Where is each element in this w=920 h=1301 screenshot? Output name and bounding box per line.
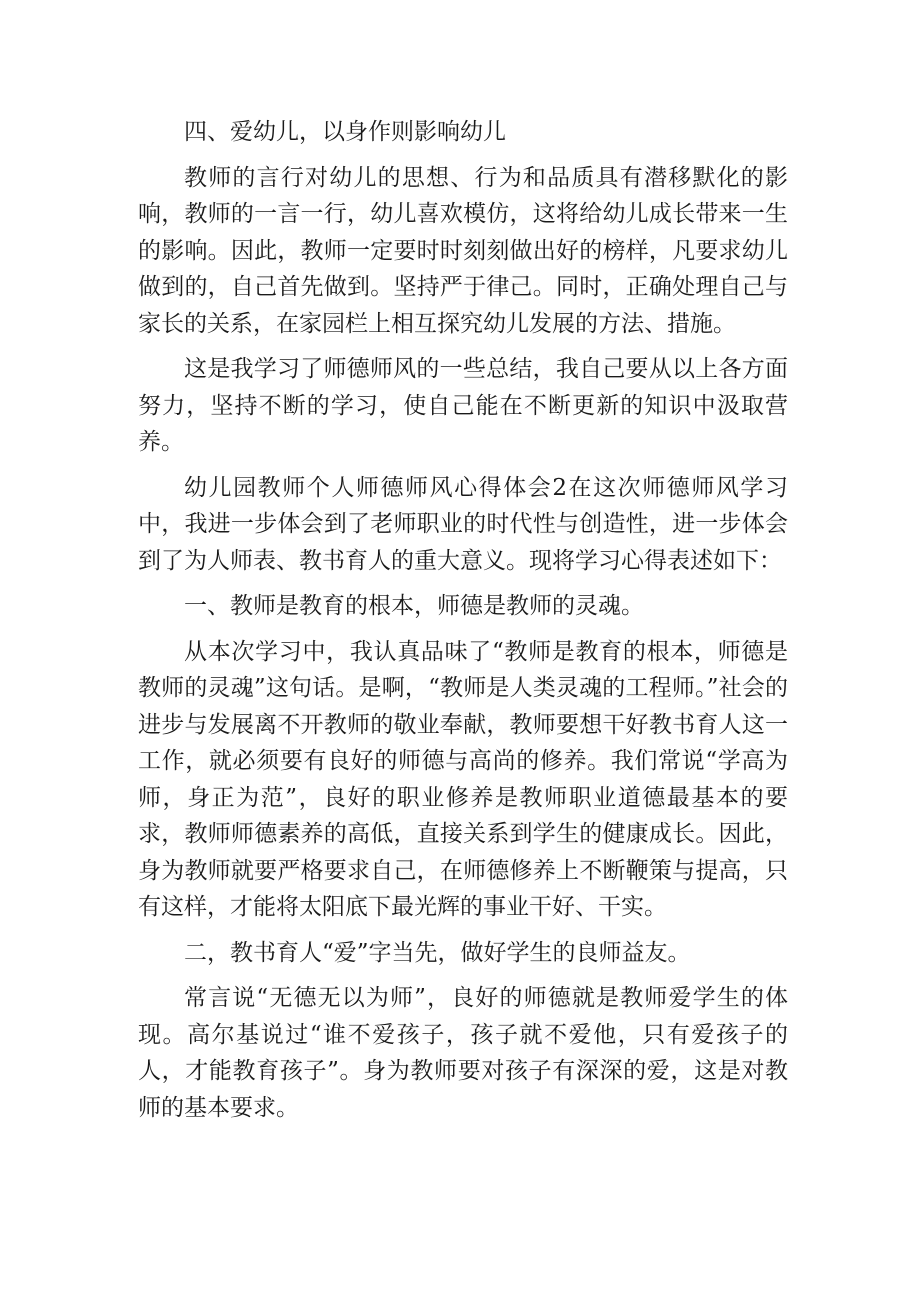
paragraph-summary: 这是我学习了师德师风的一些总结，我自己要从以上各方面努力，坚持不断的学习，使自己能在不断更新的知识中汲取营养。 — [138, 356, 788, 455]
section-heading-two: 二，教书育人“爱”字当先，做好学生的良师益友。 — [184, 939, 691, 966]
section-heading-one: 一、教师是教育的根本，师德是教师的灵魂。 — [184, 593, 644, 619]
paragraph-love-students: 常言说“无德无以为师”，良好的师德就是教师爱学生的体现。高尔基说过“谁不爱孩子，孩子就不爱他，只有爱孩子的人，才能教育孩子”。身为教师要对孩子有深深的爱，这是对教师的基本要求。 — [138, 985, 788, 1121]
document-body — [138, 114, 788, 1126]
paragraph-essay-two-intro: 幼儿园教师个人师德师风心得体会2在这次师德师风学习中，我进一步体会到了老师职业的时代性与创造性，进一步体会到了为人师表、教书育人的重大意义。现将学习心得表述如下： — [138, 474, 788, 574]
paragraph-teacher-soul: 从本次学习中，我认真品味了“教师是教育的根本，师德是教师的灵魂”这句话。是啊，“教师是人类灵魂的工程师。”社会的进步与发展离不开教师的敬业奉献，教师要想干好教书育人这一工作，就必须要有良好的师德与高尚的修养。我们常说“学高为师，身正为范”，良好的职业修养是教师职业道德最基本的要求，教师师德素养的高低，直接关系到学生的健康成长。因此，身为教师就要严格要求自己，在师德修养上不断鞭策与提高，只有这样，才能将太阳底下最光辉的事业干好、干实。 — [138, 638, 788, 920]
section-heading-four: 四、爱幼儿，以身作则影响幼儿 — [184, 119, 506, 145]
paragraph-teacher-influence: 教师的言行对幼儿的思想、行为和品质具有潜移默化的影响，教师的一言一行，幼儿喜欢模仿，这将给幼儿成长带来一生的影响。因此，教师一定要时时刻刻做出好的榜样，凡要求幼儿做到的，自己首先做到。坚持严于律己。同时，正确处理自己与家长的关系，在家园栏上相互探究幼儿发展的方法、措施。 — [138, 164, 788, 337]
